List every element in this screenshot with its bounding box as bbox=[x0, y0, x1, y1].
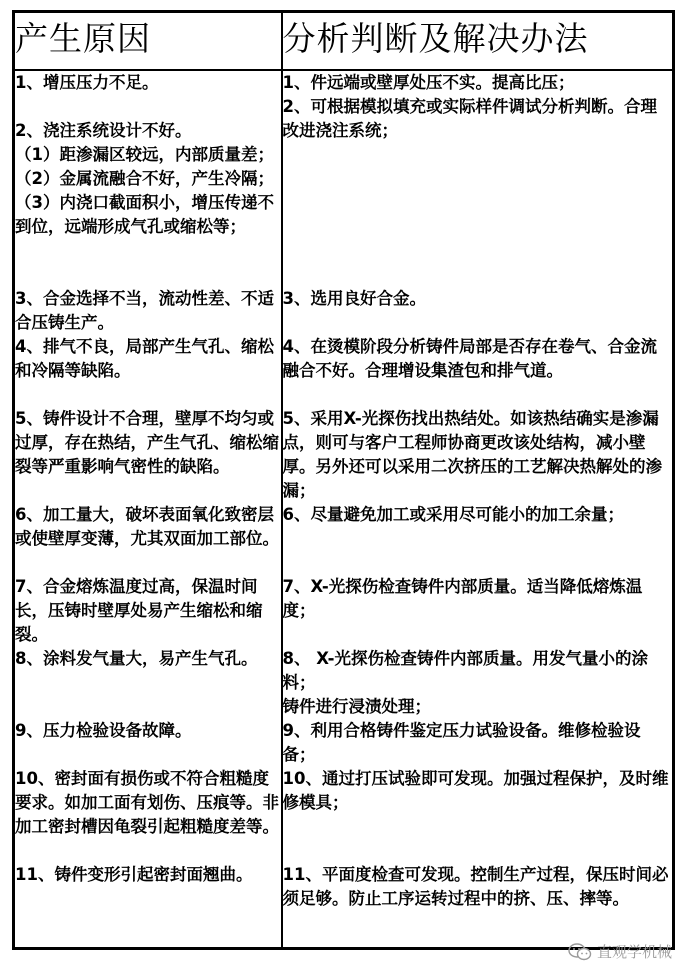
solution-entry-9: 9、利用合格铸件鉴定压力试验设备。维修检验设备； bbox=[282, 721, 641, 764]
cause-entry-8: 8、涂料发气量大，易产生气孔。 bbox=[15, 649, 258, 668]
cause-entry-6: 6、加工量大，破坏表面氧化致密层或使壁厚变薄，尤其双面加工部位。 bbox=[15, 505, 279, 548]
cause-column-header: 产生原因 bbox=[14, 12, 282, 71]
cause-entry-7: 7、合金熔炼温度过高，保温时间长，压铸时壁厚处易产生缩松和缩裂。 bbox=[15, 577, 263, 644]
cause-entry-2: 2、浇注系统设计不好。 （1）距渗漏区较远，内部质量差； （2）金属流融合不好，产生冷隔； （3）内浇口截面积小，增压传递不到位，远端形成气孔或缩松等； bbox=[15, 121, 274, 236]
solution-entry-8: 8、 X-光探伤检查铸件内部质量。用发气量小的涂料； 铸件进行浸渍处理； bbox=[282, 649, 648, 716]
cause-entry-11: 11、铸件变形引起密封面翘曲。 bbox=[15, 865, 253, 884]
cause-entry-10: 10、密封面有损伤或不符合粗糙度要求。如加工面有划伤、压痕等。非加工密封槽因龟裂引起粗糙度差等。 bbox=[15, 769, 279, 836]
solution-entry-10: 10、通过打压试验即可发现。加强过程保护，及时维修模具； bbox=[282, 769, 669, 812]
solution-column bbox=[282, 70, 674, 949]
cause-entry-5: 5、铸件设计不合理，壁厚不均匀或过厚，存在热结，产生气孔、缩松缩裂等严重影响气密性的缺陷。 bbox=[15, 409, 279, 476]
solution-column-header: 分析判断及解决办法 bbox=[282, 12, 674, 71]
watermark bbox=[568, 941, 672, 962]
cause-entry-4: 4、排气不良，局部产生气孔、缩松和冷隔等缺陷。 bbox=[15, 337, 274, 380]
wechat-icon bbox=[568, 943, 592, 961]
cause-entry-3: 3、合金选择不当，流动性差、不适合压铸生产。 bbox=[15, 289, 274, 332]
cause-entry-1: 1、增压压力不足。 bbox=[15, 73, 159, 92]
solution-entry-3: 3、选用良好合金。 bbox=[282, 289, 426, 308]
solution-entry-5: 5、采用X-光探伤找出热结处。如该热结确实是渗漏点，则可与客户工程师协商更改该处结构，减小壁厚。另外还可以采用二次挤压的工艺解决热解处的渗漏； bbox=[282, 409, 662, 500]
table-header-row bbox=[14, 12, 674, 71]
table-body-row bbox=[14, 70, 674, 949]
solution-entry-2: 2、可根据模拟填充或实际样件调试分析判断。合理改进浇注系统； bbox=[282, 97, 657, 140]
solution-entry-6: 6、尽量避免加工或采用尽可能小的加工余量； bbox=[282, 505, 624, 524]
cause-column bbox=[14, 70, 282, 949]
defect-cause-table bbox=[12, 10, 675, 950]
solution-entry-4: 4、在烫模阶段分析铸件局部是否存在卷气、合金流融合不好。合理增设集渣包和排气道。 bbox=[282, 337, 657, 380]
solution-entry-7: 7、X-光探伤检查铸件内部质量。适当降低熔炼温度； bbox=[282, 577, 643, 620]
watermark-text: 直观学机械 bbox=[596, 943, 672, 961]
solution-entry-1: 1、件远端或壁厚处压不实。提高比压； bbox=[282, 73, 575, 92]
solution-entry-11: 11、平面度检查可发现。控制生产过程，保压时间必须足够。防止工序运转过程中的挤、压、摔等。 bbox=[282, 865, 669, 908]
cause-entry-9: 9、压力检验设备故障。 bbox=[15, 721, 192, 740]
